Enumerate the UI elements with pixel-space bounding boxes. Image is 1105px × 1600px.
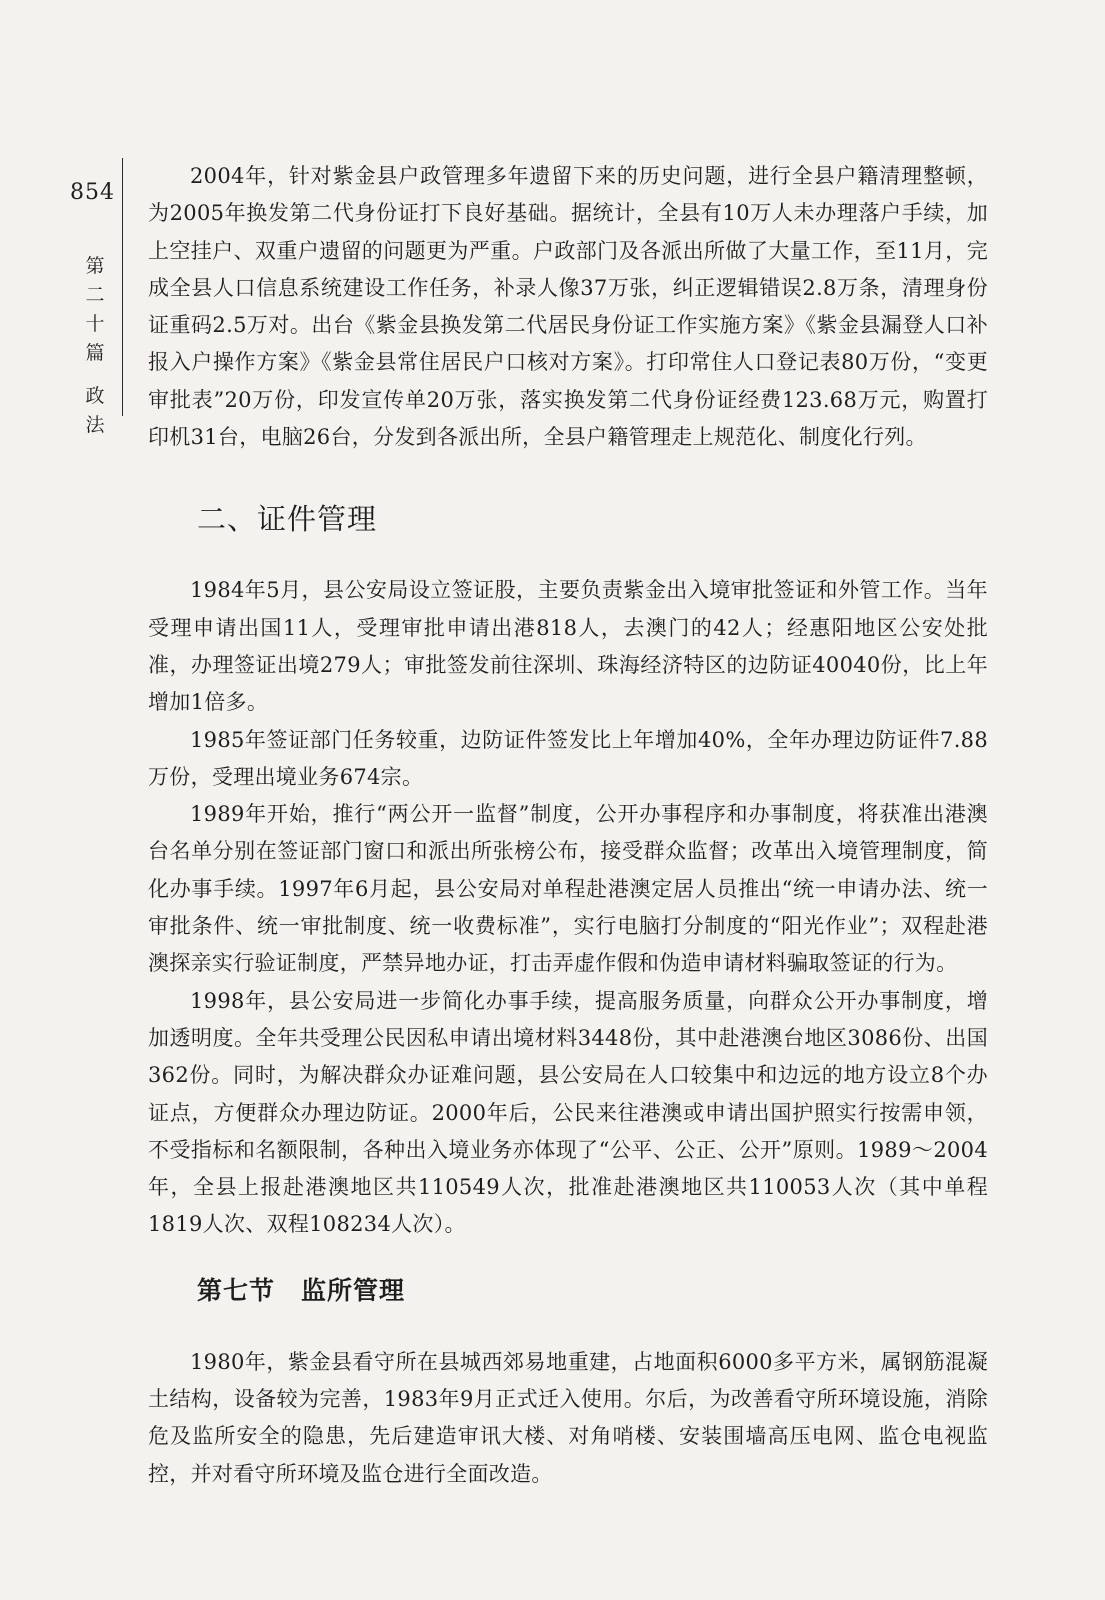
part-label-char: 十: [85, 313, 105, 335]
paragraph-1985-border: 1985年签证部门任务较重，边防证件签发比上年增加40%，全年办理边防证件7.88万份，受理出境业务674宗。: [148, 727, 988, 789]
part-title-char: 政: [85, 385, 105, 407]
paragraph-detention-center: 1980年，紫金县看守所在县城西郊易地重建，占地面积6000多平方米，属钢筋混凝土结构，设备较为完善，1983年9月正式迁入使用。尔后，为改善看守所环境设施，消除危及监所安全的隐患，先后建造审讯大楼、对角哨楼、安装围墙高压电网、监仓电视监控，并对看守所环境及监仓进行全面改造。: [148, 1349, 988, 1486]
heading-certificate-management: 二、证件管理: [197, 502, 378, 537]
page-body: [148, 158, 988, 1493]
paragraph-1984-visa: 1984年5月，县公安局设立签证股，主要负责紫金出入境审批签证和外管工作。当年受理申请出国11人，受理审批申请出港818人，去澳门的42人；经惠阳地区公安处批准，办理签证出境279人；审批签发前往深圳、珠海经济特区的边防证40040份，比上年增加1倍多。: [148, 578, 988, 715]
paragraph-1998-service: 1998年，县公安局进一步简化办事手续，提高服务质量，向群众公开办事制度，增加透明度。全年共受理公民因私申请出境材料3448份，其中赴港澳台地区3086份、出国362份。同时，为解决群众办证难问题，县公安局在人口较集中和边远的地方设立8个办证点，方便群众办理边防证。2000年后，公民来往港澳或申请出国护照实行按需申领，不受指标和名额限制，各种出入境业务亦体现了“公平、公正、公开”原则。1989～2004年，全县上报赴港澳地区共110549人次，批准赴港澳地区共110053人次（其中单程1819人次、双程108234人次）。: [148, 988, 988, 1237]
page-number: 854: [70, 180, 115, 205]
tab-gap: [82, 368, 108, 382]
part-label-char: 第: [85, 255, 105, 277]
part-title-char: 法: [85, 414, 105, 436]
heading-section-7: 第七节 监所管理: [197, 1275, 406, 1305]
paragraph-household-registration: 2004年，针对紫金县户政管理多年遗留下来的历史问题，进行全县户籍清理整顿，为2005年换发第二代身份证打下良好基础。据统计，全县有10万人未办理落户手续，加上空挂户、双重户遗留的问题更为严重。户政部门及各派出所做了大量工作，至11月，完成全县人口信息系统建设工作任务，补录人像37万张，纠正逻辑错误2.8万条，清理身份证重码2.5万对。出台《紫金县换发第二代居民身份证工作实施方案》《紫金县漏登人口补报入户操作方案》《紫金县常住居民户口核对方案》。打印常住人口登记表80万份，“变更审批表”20万份，印发宣传单20万张，落实换发第二代身份证经费123.68万元，购置打印机31台，电脑26台，分发到各派出所，全县户籍管理走上规范化、制度化行列。: [148, 164, 988, 450]
margin-rule: [122, 158, 123, 416]
part-tab: [82, 252, 108, 440]
part-label-char: 二: [85, 284, 105, 306]
part-label-char: 篇: [85, 342, 105, 364]
paragraph-1989-reform: 1989年开始，推行“两公开一监督”制度，公开办事程序和办事制度，将获准出港澳台名单分别在签证部门窗口和派出所张榜公布，接受群众监督；改革出入境管理制度，简化办事手续。1997年6月起，县公安局对单程赴港澳定居人员推出“统一申请办法、统一审批条件、统一审批制度、统一收费标准”，实行电脑打分制度的“阳光作业”；双程赴港澳探亲实行验证制度，严禁异地办证，打击弄虚作假和伪造申请材料骗取签证的行为。: [148, 802, 988, 976]
